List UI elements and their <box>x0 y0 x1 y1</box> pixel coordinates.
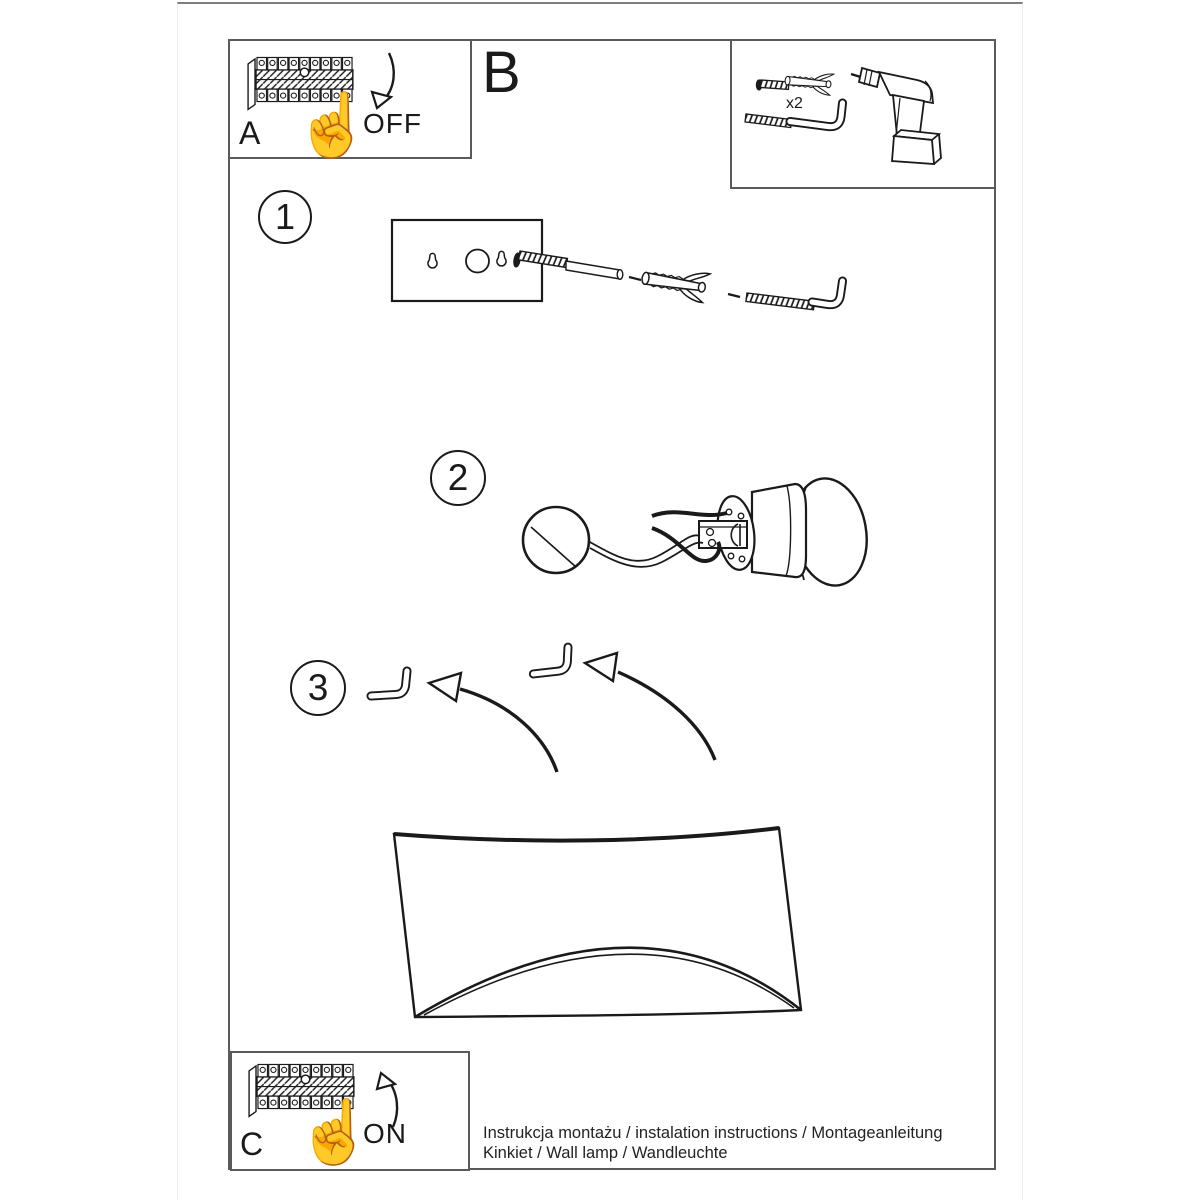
hang-arrow-icon-1 <box>429 673 557 772</box>
anchor-quantity-label: x2 <box>786 95 803 112</box>
power-on-label: ON <box>363 1118 407 1149</box>
power-off-arrow-icon <box>372 53 394 108</box>
footer-line-1: Instrukcja montażu / instalation instructions / Montageanleitung <box>483 1124 943 1142</box>
power-off-label: OFF <box>363 108 422 139</box>
lamp-shade-drawing <box>394 828 801 1017</box>
hook-icon-1 <box>371 671 407 696</box>
step-1-badge: 1 <box>258 190 312 244</box>
parts-wall-plug-drawing <box>756 70 833 95</box>
footer-line-2: Kinkiet / Wall lamp / Wandleuchte <box>483 1144 728 1162</box>
hang-arrow-icon-2 <box>585 653 715 760</box>
hook-icon-2 <box>532 647 569 674</box>
bulb-drawing <box>523 507 589 573</box>
pointing-hand-icon: ☝ <box>294 91 372 160</box>
hook-screw-drawing <box>746 281 843 310</box>
footer-text <box>483 1123 943 1163</box>
pointing-hand-icon: ☝ <box>296 1098 374 1167</box>
socket-drawing <box>699 473 875 592</box>
section-c-label: C <box>240 1126 264 1162</box>
step-3-badge: 3 <box>290 660 346 716</box>
drill-icon <box>851 68 941 164</box>
wall-plug-drawing <box>640 263 710 303</box>
section-b-label: B <box>482 40 521 105</box>
step-2-badge: 2 <box>430 450 486 506</box>
section-a-label: A <box>239 115 261 151</box>
